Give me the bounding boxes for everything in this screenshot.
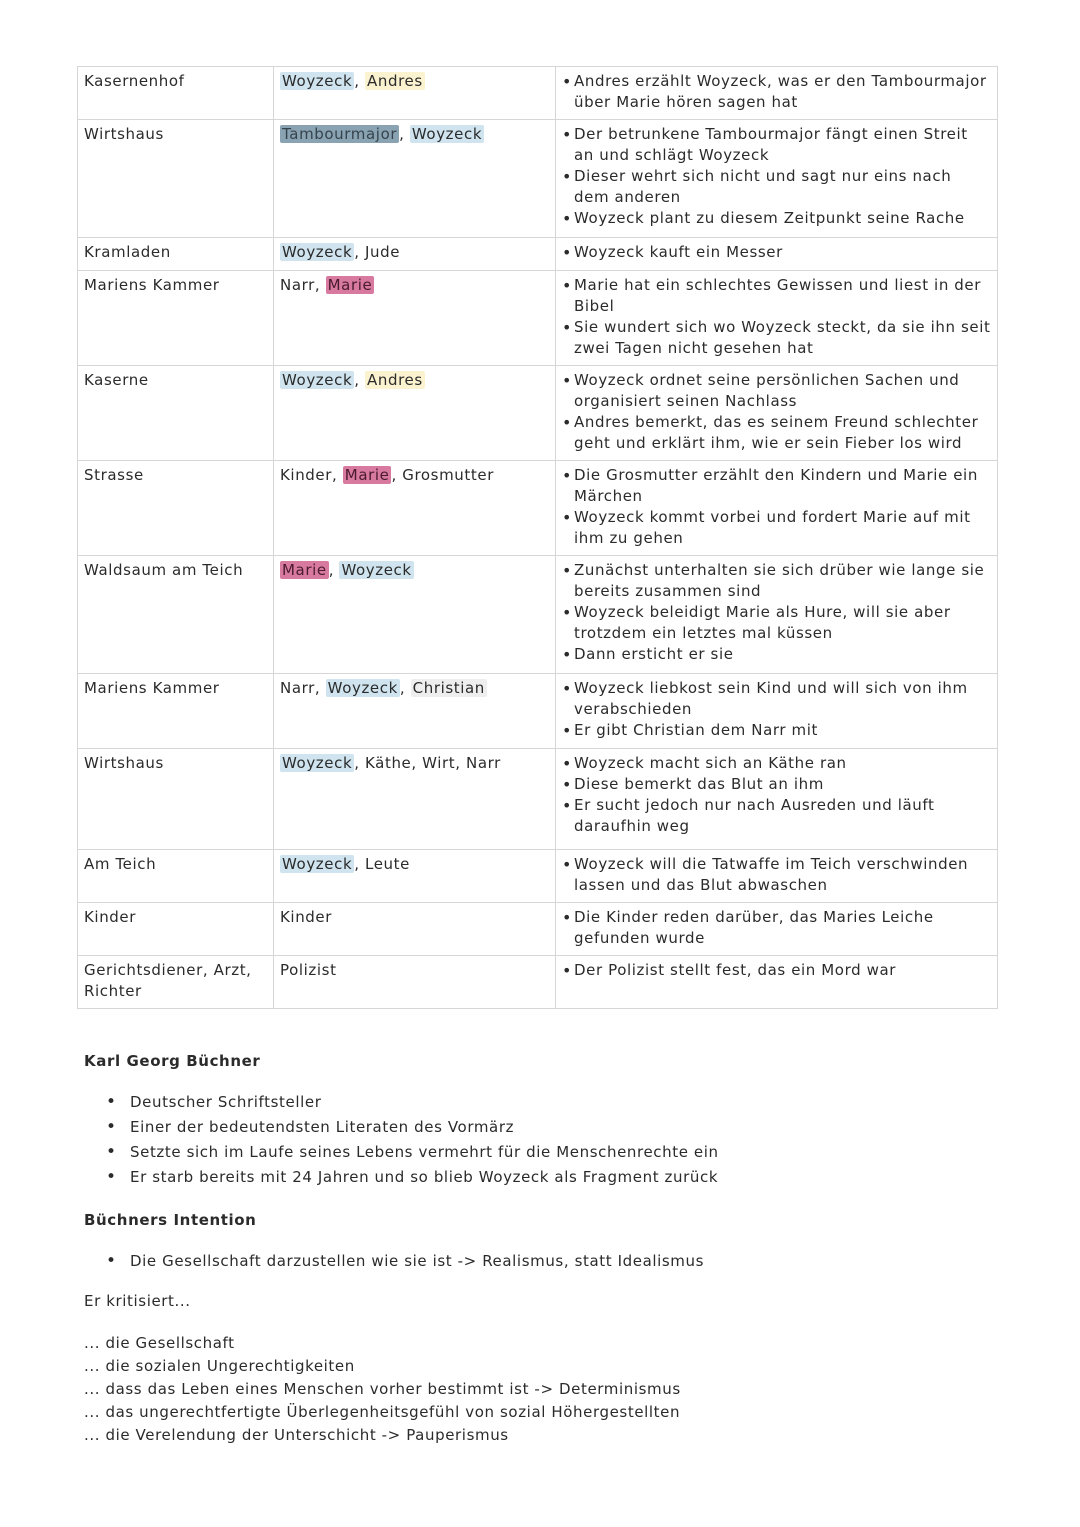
- scene-row: [78, 67, 998, 120]
- scene-row: [78, 956, 998, 1009]
- scene-persons: Woyzeck , Käthe, Wirt, Narr: [274, 749, 556, 850]
- scene-persons: Narr, Marie: [274, 271, 556, 366]
- scene-events: [556, 238, 998, 271]
- scene-location: Wirtshaus: [78, 120, 274, 238]
- event-item: • Woyzeck macht sich an Käthe ran: [562, 753, 991, 774]
- event-item: • Woyzeck plant zu diesem Zeitpunkt seine Rache: [562, 208, 991, 229]
- person-name: Narr: [466, 754, 501, 772]
- scene-persons: Kinder, Marie , Grosmutter: [274, 461, 556, 556]
- scene-persons: Woyzeck , Jude: [274, 238, 556, 271]
- person-name: Marie: [327, 276, 373, 294]
- scene-table: [77, 66, 998, 1009]
- event-item: • Er gibt Christian dem Narr mit: [562, 720, 991, 741]
- person-name: Käthe: [365, 754, 412, 772]
- scene-location: Waldsaum am Teich: [78, 556, 274, 674]
- intention-section: [84, 1211, 984, 1447]
- scene-row: [78, 903, 998, 956]
- fact-item: • Deutscher Schriftsteller: [84, 1090, 984, 1115]
- buechner-facts: [84, 1090, 984, 1190]
- intention-points: [84, 1249, 984, 1274]
- scene-events: [556, 956, 998, 1009]
- fact-item: • Einer der bedeutendsten Literaten des Vormärz: [84, 1115, 984, 1140]
- scene-row: [78, 461, 998, 556]
- scene-row: [78, 238, 998, 271]
- event-item: • Marie hat ein schlechtes Gewissen und liest in der Bibel: [562, 275, 991, 317]
- event-item: • Die Grosmutter erzählt den Kindern und Marie ein Märchen: [562, 465, 991, 507]
- person-name: Woyzeck: [282, 855, 353, 873]
- buechner-section: [84, 1052, 984, 1190]
- scene-row: [78, 120, 998, 238]
- scene-events: [556, 120, 998, 238]
- kritik-item: ... das ungerechtfertigte Überlegenheitsgefühl von sozial Höhergestellten: [84, 1403, 681, 1421]
- scene-location: Kasernenhof: [78, 67, 274, 120]
- kritik-item: ... die Verelendung der Unterschicht -> Pauperismus: [84, 1426, 509, 1444]
- scene-persons: [274, 903, 556, 956]
- scene-location: Kaserne: [78, 366, 274, 461]
- person-name: Jude: [365, 243, 401, 261]
- kritik-intro: Er kritisiert...: [84, 1292, 191, 1310]
- person-name: Andres: [367, 371, 423, 389]
- scene-row: [78, 674, 998, 749]
- event-item: • Er sucht jedoch nur nach Ausreden und läuft daraufhin weg: [562, 795, 991, 837]
- person-name: Grosmutter: [402, 466, 494, 484]
- event-item: • Dieser wehrt sich nicht und sagt nur eins nach dem anderen: [562, 166, 991, 208]
- scene-row: [78, 850, 998, 903]
- scene-events: [556, 903, 998, 956]
- scene-persons: Tambourmajor , Woyzeck: [274, 120, 556, 238]
- event-item: • Woyzeck beleidigt Marie als Hure, will sie aber trotzdem ein letztes mal küssen: [562, 602, 991, 644]
- scene-location: Kramladen: [78, 238, 274, 271]
- kritik-item: ... die sozialen Ungerechtigkeiten: [84, 1357, 355, 1375]
- scene-row: [78, 749, 998, 850]
- person-name: Woyzeck: [282, 371, 353, 389]
- person-name: Woyzeck: [341, 561, 412, 579]
- event-item: • Woyzeck ordnet seine persönlichen Sachen und organisiert seinen Nachlass: [562, 370, 991, 412]
- scene-persons: Woyzeck , Leute: [274, 850, 556, 903]
- intention-item: • Die Gesellschaft darzustellen wie sie ist -> Realismus, statt Idealismus: [84, 1249, 984, 1274]
- event-item: • Woyzeck kauft ein Messer: [562, 242, 991, 263]
- scene-events: [556, 67, 998, 120]
- event-item: • Woyzeck liebkost sein Kind und will sich von ihm verabschieden: [562, 678, 991, 720]
- scene-location: Am Teich: [78, 850, 274, 903]
- scene-row: [78, 271, 998, 366]
- person-name: Woyzeck: [282, 754, 353, 772]
- scene-location: Gerichtsdiener, Arzt, Richter: [78, 956, 274, 1009]
- person-name: Polizist: [280, 961, 337, 979]
- scene-events: [556, 271, 998, 366]
- scene-location: Mariens Kammer: [78, 271, 274, 366]
- person-name: Kinder: [280, 466, 333, 484]
- event-item: • Sie wundert sich wo Woyzeck steckt, da sie ihn seit zwei Tagen nicht gesehen hat: [562, 317, 991, 359]
- kritik-item: ... dass das Leben eines Menschen vorher bestimmt ist -> Determinismus: [84, 1380, 681, 1398]
- person-name: Marie: [344, 466, 390, 484]
- scene-location: Strasse: [78, 461, 274, 556]
- event-item: • Der betrunkene Tambourmajor fängt einen Streit an und schlägt Woyzeck: [562, 124, 991, 166]
- fact-item: • Er starb bereits mit 24 Jahren und so blieb Woyzeck als Fragment zurück: [84, 1165, 984, 1190]
- event-item: • Woyzeck will die Tatwaffe im Teich verschwinden lassen und das Blut abwaschen: [562, 854, 991, 896]
- buechner-heading: Karl Georg Büchner: [84, 1052, 261, 1070]
- scene-events: [556, 674, 998, 749]
- scene-events: [556, 366, 998, 461]
- scene-row: [78, 556, 998, 674]
- scene-location: Wirtshaus: [78, 749, 274, 850]
- person-name: Woyzeck: [282, 243, 353, 261]
- event-item: • Andres erzählt Woyzeck, was er den Tambourmajor über Marie hören sagen hat: [562, 71, 991, 113]
- person-name: Christian: [412, 679, 485, 697]
- person-name: Narr: [280, 276, 315, 294]
- scene-persons: Woyzeck , Andres: [274, 67, 556, 120]
- scene-persons: Marie , Woyzeck: [274, 556, 556, 674]
- person-name: Woyzeck: [411, 125, 483, 143]
- scene-persons: Narr, Woyzeck , Christian: [274, 674, 556, 749]
- event-item: • Die Kinder reden darüber, das Maries Leiche gefunden wurde: [562, 907, 991, 949]
- scene-location: Mariens Kammer: [78, 674, 274, 749]
- fact-item: • Setzte sich im Laufe seines Lebens vermehrt für die Menschenrechte ein: [84, 1140, 984, 1165]
- event-item: • Woyzeck kommt vorbei und fordert Marie auf mit ihm zu gehen: [562, 507, 991, 549]
- kritik-list: [84, 1332, 984, 1447]
- person-name: Tambourmajor: [282, 125, 398, 143]
- scene-events: [556, 461, 998, 556]
- person-name: Woyzeck: [327, 679, 398, 697]
- kritik-item: ... die Gesellschaft: [84, 1334, 235, 1352]
- scene-persons: Woyzeck , Andres: [274, 366, 556, 461]
- person-name: Woyzeck: [282, 72, 353, 90]
- person-name: Wirt: [422, 754, 456, 772]
- event-item: • Der Polizist stellt fest, das ein Mord war: [562, 960, 991, 981]
- person-name: Marie: [282, 561, 327, 579]
- intention-heading: Büchners Intention: [84, 1211, 257, 1229]
- person-name: Narr: [280, 679, 315, 697]
- event-item: • Diese bemerkt das Blut an ihm: [562, 774, 991, 795]
- person-name: Kinder: [280, 908, 333, 926]
- scene-events: [556, 749, 998, 850]
- event-item: • Dann ersticht er sie: [562, 644, 991, 665]
- scene-events: [556, 850, 998, 903]
- scene-location: Kinder: [78, 903, 274, 956]
- person-name: Andres: [367, 72, 423, 90]
- event-item: • Andres bemerkt, das es seinem Freund schlechter geht und erklärt ihm, wie er sein Fieber los wird: [562, 412, 991, 454]
- scene-persons: [274, 956, 556, 1009]
- scene-row: [78, 366, 998, 461]
- person-name: Leute: [365, 855, 410, 873]
- scene-events: [556, 556, 998, 674]
- event-item: • Zunächst unterhalten sie sich drüber wie lange sie bereits zusammen sind: [562, 560, 991, 602]
